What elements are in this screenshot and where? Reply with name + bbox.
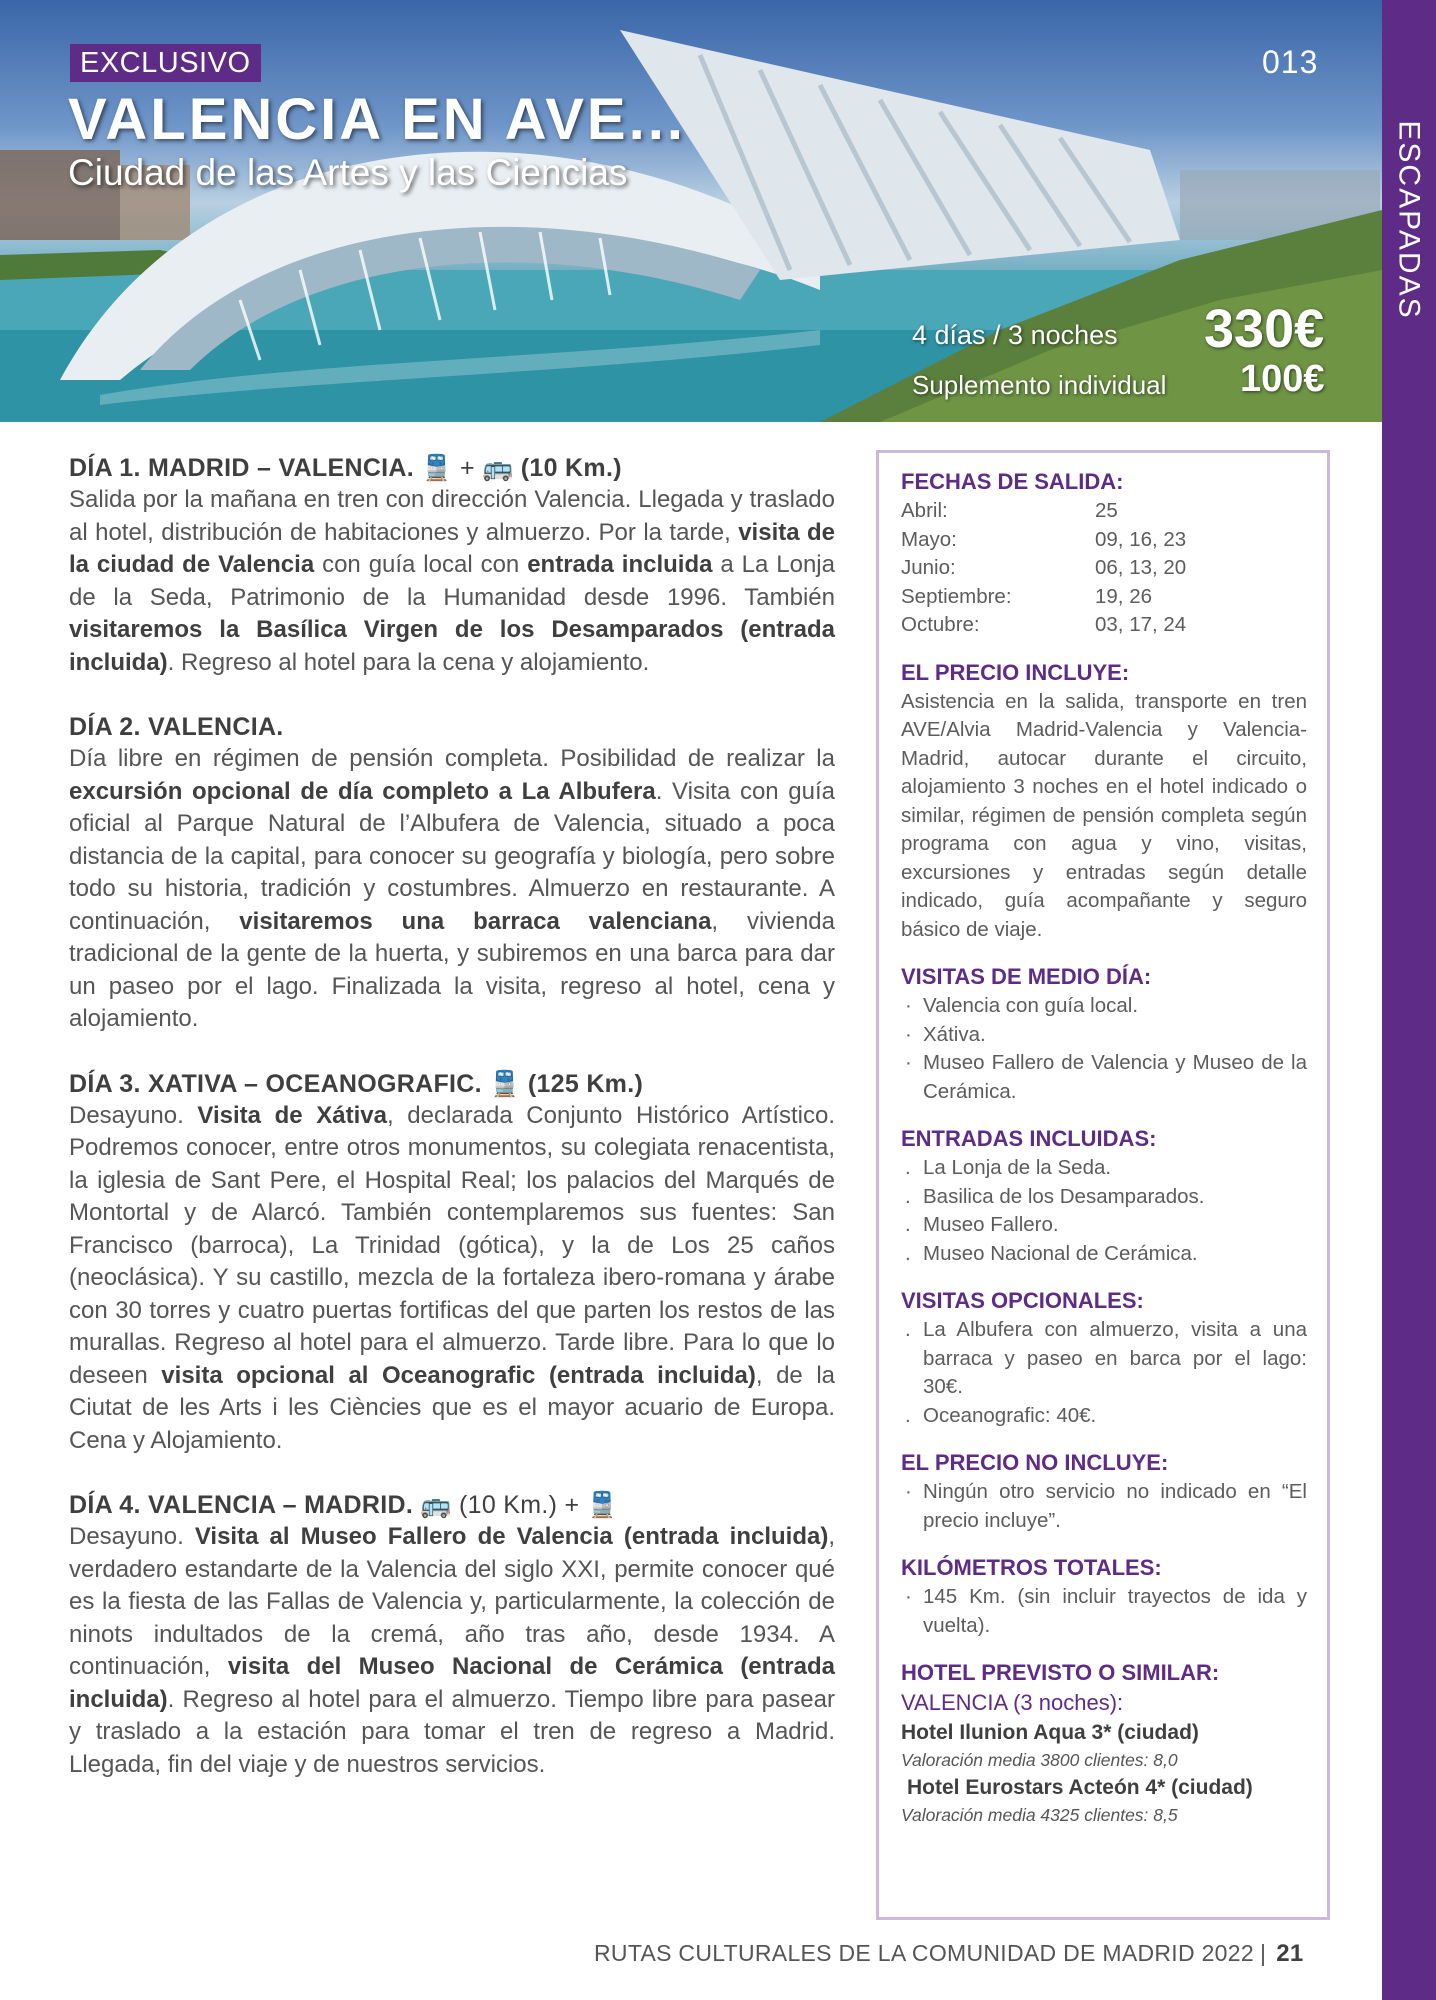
date-month: Septiembre: xyxy=(901,584,1012,608)
hotel-name: Hotel Ilunion Aqua 3* (ciudad) xyxy=(901,1721,1199,1744)
trip-code: 013 xyxy=(1262,44,1319,80)
half-day-visits-list xyxy=(901,992,1307,1106)
price-includes-text: Asistencia en la salida, transporte en tren AVE/Alvia Madrid-Valencia y Valencia-Madrid, autocar durante el circuito, alojamiento 3 noches en el hotel indicado o similar, régimen de pensión completa según programa con agua y vino, visitas, excursiones y entradas según detalle indicado, guía acompañante y seguro básico de viaje. xyxy=(901,689,1307,941)
exclusive-badge: EXCLUSIVO xyxy=(70,44,261,82)
info-box xyxy=(876,450,1330,1920)
section-heading: EL PRECIO INCLUYE: xyxy=(901,659,1130,685)
train-icon: 🚆 xyxy=(489,1069,521,1098)
footer-separator: | xyxy=(1259,1940,1267,1966)
date-month: Junio: xyxy=(901,556,956,579)
list-item: · Museo Fallero de Valencia y Museo de la Cerámica. xyxy=(901,1049,1307,1106)
body-text: Salida por la mañana en tren con dirección Valencia. Llegada y traslado al hotel, distribución de habitaciones y almuerzo. Por la tarde, xyxy=(69,486,835,546)
list-item: · Xátiva. xyxy=(901,1021,1307,1050)
day-4-text xyxy=(69,1521,835,1781)
hotel-rating: Valoración media 4325 clientes: 8,5 xyxy=(901,1805,1178,1825)
body-text: Desayuno. xyxy=(69,1523,195,1550)
body-text: , verdadero estandarte de la Valencia del siglo XXI, permite conocer qué es la fiesta de las Fallas de Valencia y, particularmente, la colección de ninots indultados de la cremá, año tras año, desde 1934. A continuación, xyxy=(69,1523,835,1680)
body-text: Desayuno. xyxy=(69,1101,198,1129)
page-number: 21 xyxy=(1276,1940,1304,1967)
trip-price: 330€ xyxy=(1204,299,1325,359)
day-2-title: DÍA 2. VALENCIA. xyxy=(69,713,284,741)
list-item: . La Albufera con almuerzo, visita a una barraca y paseo en barca por el lago: 30€. xyxy=(901,1316,1307,1402)
date-days: 03, 17, 24 xyxy=(1095,613,1187,636)
half-day-visits xyxy=(901,962,1307,1106)
total-km xyxy=(901,1553,1307,1640)
highlight-text: visitaremos la Basílica Virgen de los Desamparados (entrada incluida) xyxy=(69,616,835,676)
side-tab-label xyxy=(1382,115,1436,325)
date-days: 06, 13, 20 xyxy=(1095,556,1187,579)
list-item: . Basilica de los Desamparados. xyxy=(901,1183,1307,1212)
section-heading: FECHAS DE SALIDA: xyxy=(901,469,1124,494)
page-title: VALENCIA EN AVE... xyxy=(68,87,686,152)
optional-visits xyxy=(901,1286,1307,1430)
supplement-label: Suplemento individual xyxy=(912,370,1167,400)
optional-visits-list xyxy=(901,1316,1307,1430)
dates-table xyxy=(901,497,1307,640)
body-text: , de la Ciutat de les Arts i les Ciències que es el mayor acuario de Europa. Cena y Alojamiento. xyxy=(69,1361,835,1454)
day-1-text xyxy=(69,484,835,679)
highlight-text: visita opcional al Oceanografic (entrada incluida) xyxy=(161,1361,756,1389)
day-1-title: DÍA 1. MADRID – VALENCIA. 🚆 + 🚌 (10 Km.) xyxy=(69,454,622,482)
day-2 xyxy=(69,711,835,1036)
total-km-list xyxy=(901,1583,1307,1640)
date-days: 09, 16, 23 xyxy=(1095,527,1187,551)
bus-train-icons: 🚌 (10 Km.) + 🚆 xyxy=(420,1491,619,1519)
date-month: Octubre: xyxy=(901,613,980,636)
footer-title: RUTAS CULTURALES DE LA COMUNIDAD DE MADRID 2022 xyxy=(594,1940,1254,1966)
price-excludes-list xyxy=(901,1478,1307,1535)
trip-duration: 4 días / 3 noches xyxy=(912,320,1118,350)
price-includes xyxy=(901,658,1307,945)
side-tab-text: ESCAPADAS xyxy=(1393,120,1427,320)
list-item: · 145 Km. (sin incluir trayectos de ida y vuelta). xyxy=(901,1583,1307,1640)
supplement-price: 100€ xyxy=(1240,358,1325,400)
list-item: . La Lonja de la Seda. xyxy=(901,1154,1307,1183)
list-item: · Ningún otro servicio no indicado en “El precio incluye”. xyxy=(901,1478,1307,1535)
date-days: 19, 26 xyxy=(1095,584,1152,608)
body-text: Día libre en régimen de pensión completa. Posibilidad de realizar la xyxy=(69,745,835,772)
section-heading: EL PRECIO NO INCLUYE: xyxy=(901,1450,1169,1475)
body-text: . Regreso al hotel para el almuerzo. Tiempo libre para pasear y traslado a la estación para tomar el tren de regreso a Madrid. Llegada, fin del viaje y de nuestros servicios. xyxy=(69,1685,835,1778)
included-entries-list xyxy=(901,1154,1307,1268)
section-heading: VISITAS OPCIONALES: xyxy=(901,1288,1144,1313)
body-text: , declarada Conjunto Histórico Artístico. Podremos conocer, entre otros monumentos, su colegiata renacentista, la iglesia de Sant Pere, el Hospital Real; los palacios del Marqués de Montortal y de Alarcó. También contemplaremos sus fuentes: San Francisco (barroca), La Trinidad (gótica), y la de Los 25 caños (neoclásica). Y su castillo, mezcla de la fortaleza ibero-romana y árabe con 30 torres y cuatro puertas fortificas del que parten los restos de las murallas. Regreso al hotel para el almuerzo. Tarde libre. Para lo que lo deseen xyxy=(69,1101,836,1389)
hotel-name: Hotel Eurostars Acteón 4* (ciudad) xyxy=(907,1776,1253,1799)
date-month: Abril: xyxy=(901,499,948,522)
section-heading: VISITAS DE MEDIO DÍA: xyxy=(901,964,1152,989)
body-text: . Visita con guía oficial al Parque Natural de l’Albufera de Valencia, situado a poca distancia de la capital, para conocer su geografía y biología, pero sobre todo su historia, tradición y costumbres. Almuerzo en restaurante. A continuación, xyxy=(69,777,835,935)
body-text: a La Lonja de la Seda, Patrimonio de la Humanidad desde 1996. También xyxy=(69,551,835,611)
highlight-text: entrada incluida xyxy=(527,551,713,578)
departure-dates xyxy=(901,467,1307,640)
day-3 xyxy=(69,1068,835,1458)
list-item: . Oceanografic: 40€. xyxy=(901,1402,1307,1431)
body-text: con guía local con xyxy=(314,551,528,578)
hotels xyxy=(901,1658,1307,1828)
list-item: . Museo Nacional de Cerámica. xyxy=(901,1240,1307,1269)
hero-image xyxy=(0,0,1382,422)
section-heading: ENTRADAS INCLUIDAS: xyxy=(901,1126,1157,1151)
hotel-rating: Valoración media 3800 clientes: 8,0 xyxy=(901,1750,1178,1770)
day-4-title: DÍA 4. VALENCIA – MADRID. 🚌 (10 Km.) + 🚆 xyxy=(69,1491,619,1519)
list-item: · Valencia con guía local. xyxy=(901,992,1307,1021)
day-1 xyxy=(69,452,835,679)
hotel-city: VALENCIA (3 noches): xyxy=(901,1690,1124,1715)
day-3-title: DÍA 3. XATIVA – OCEANOGRAFIC. 🚆 (125 Km.) xyxy=(69,1069,644,1098)
highlight-text: visita del Museo Nacional de Cerámica (entrada incluida) xyxy=(69,1653,835,1713)
train-bus-icons: 🚆 + 🚌 xyxy=(421,454,514,482)
highlight-text: Visita al Museo Fallero de Valencia (entrada incluida) xyxy=(194,1523,829,1550)
day-3-text xyxy=(69,1100,835,1458)
list-item: . Museo Fallero. xyxy=(901,1211,1307,1240)
highlight-text: visitaremos una barraca valenciana xyxy=(239,907,712,935)
date-month: Mayo: xyxy=(901,527,957,551)
section-heading: HOTEL PREVISTO O SIMILAR: xyxy=(901,1660,1220,1685)
section-heading: KILÓMETROS TOTALES: xyxy=(901,1555,1162,1580)
itinerary xyxy=(69,452,835,1813)
body-text: , vivienda tradicional de la gente de la huerta, y subiremos en una barca para dar un paseo por el lago. Finalizada la visita, regreso al hotel, cena y alojamiento. xyxy=(69,907,835,1032)
highlight-text: Visita de Xátiva xyxy=(197,1101,387,1129)
footer xyxy=(594,1940,1304,1968)
date-days: 25 xyxy=(1095,499,1118,522)
price-excludes xyxy=(901,1448,1307,1535)
body-text: . Regreso al hotel para la cena y alojamiento. xyxy=(167,648,650,676)
highlight-text: visita de la ciudad de Valencia xyxy=(69,518,835,578)
highlight-text: excursión opcional de día completo a La Albufera xyxy=(69,777,656,805)
page-subtitle: Ciudad de las Artes y las Ciencias xyxy=(68,152,628,193)
included-entries xyxy=(901,1124,1307,1268)
day-4 xyxy=(69,1489,835,1781)
day-2-text xyxy=(69,743,835,1036)
